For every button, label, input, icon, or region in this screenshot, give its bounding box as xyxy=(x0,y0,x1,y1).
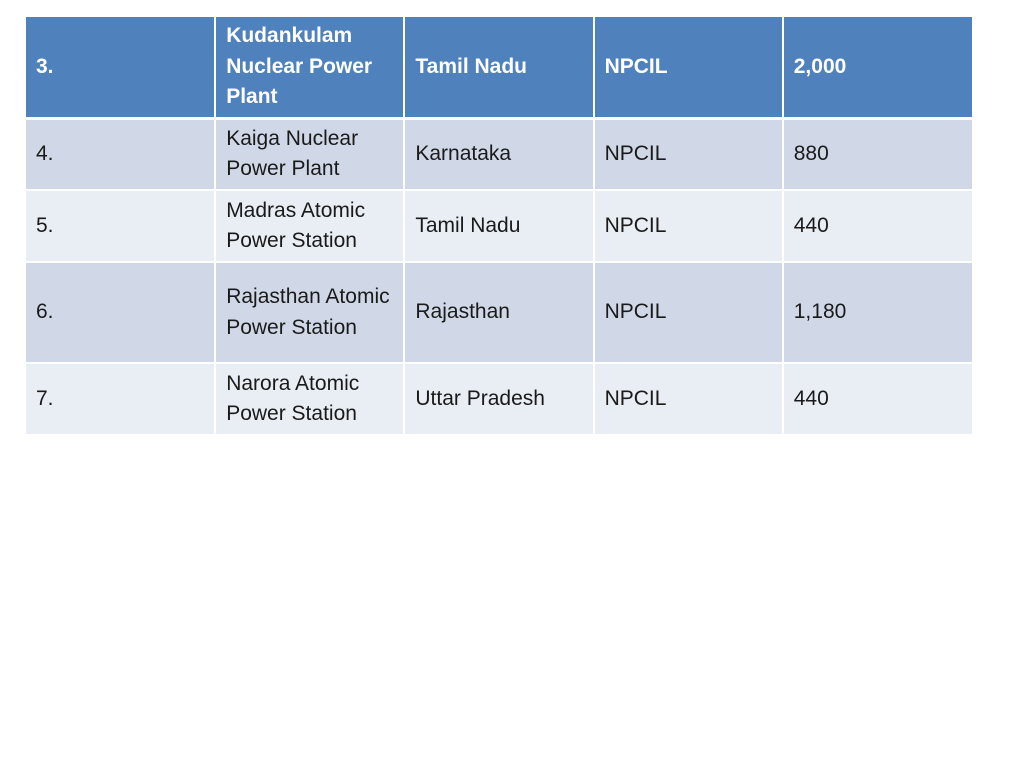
cell-state: Tamil Nadu xyxy=(404,190,593,262)
cell-plant-name: Narora Atomic Power Station xyxy=(215,363,404,435)
cell-capacity: 440 xyxy=(783,190,972,262)
cell-plant-name: Kaiga Nuclear Power Plant xyxy=(215,118,404,190)
cell-operator: NPCIL xyxy=(594,118,783,190)
cell-capacity: 880 xyxy=(783,118,972,190)
cell-serial: 7. xyxy=(26,363,215,435)
cell-plant-name: Kudankulam Nuclear Power Plant xyxy=(215,17,404,118)
cell-plant-name: Rajasthan Atomic Power Station xyxy=(215,262,404,363)
cell-capacity: 440 xyxy=(783,363,972,435)
table-row xyxy=(26,118,972,190)
cell-state: Rajasthan xyxy=(404,262,593,363)
table-header-row xyxy=(26,17,972,118)
cell-state: Uttar Pradesh xyxy=(404,363,593,435)
table-row xyxy=(26,190,972,262)
cell-capacity: 2,000 xyxy=(783,17,972,118)
cell-operator: NPCIL xyxy=(594,190,783,262)
cell-operator: NPCIL xyxy=(594,363,783,435)
cell-serial: 5. xyxy=(26,190,215,262)
cell-serial: 6. xyxy=(26,262,215,363)
table-row xyxy=(26,363,972,435)
cell-capacity: 1,180 xyxy=(783,262,972,363)
table-row xyxy=(26,262,972,363)
power-plants-table xyxy=(26,17,972,436)
cell-serial: 4. xyxy=(26,118,215,190)
cell-plant-name: Madras Atomic Power Station xyxy=(215,190,404,262)
cell-operator: NPCIL xyxy=(594,17,783,118)
cell-state: Tamil Nadu xyxy=(404,17,593,118)
cell-state: Karnataka xyxy=(404,118,593,190)
cell-operator: NPCIL xyxy=(594,262,783,363)
cell-serial: 3. xyxy=(26,17,215,118)
